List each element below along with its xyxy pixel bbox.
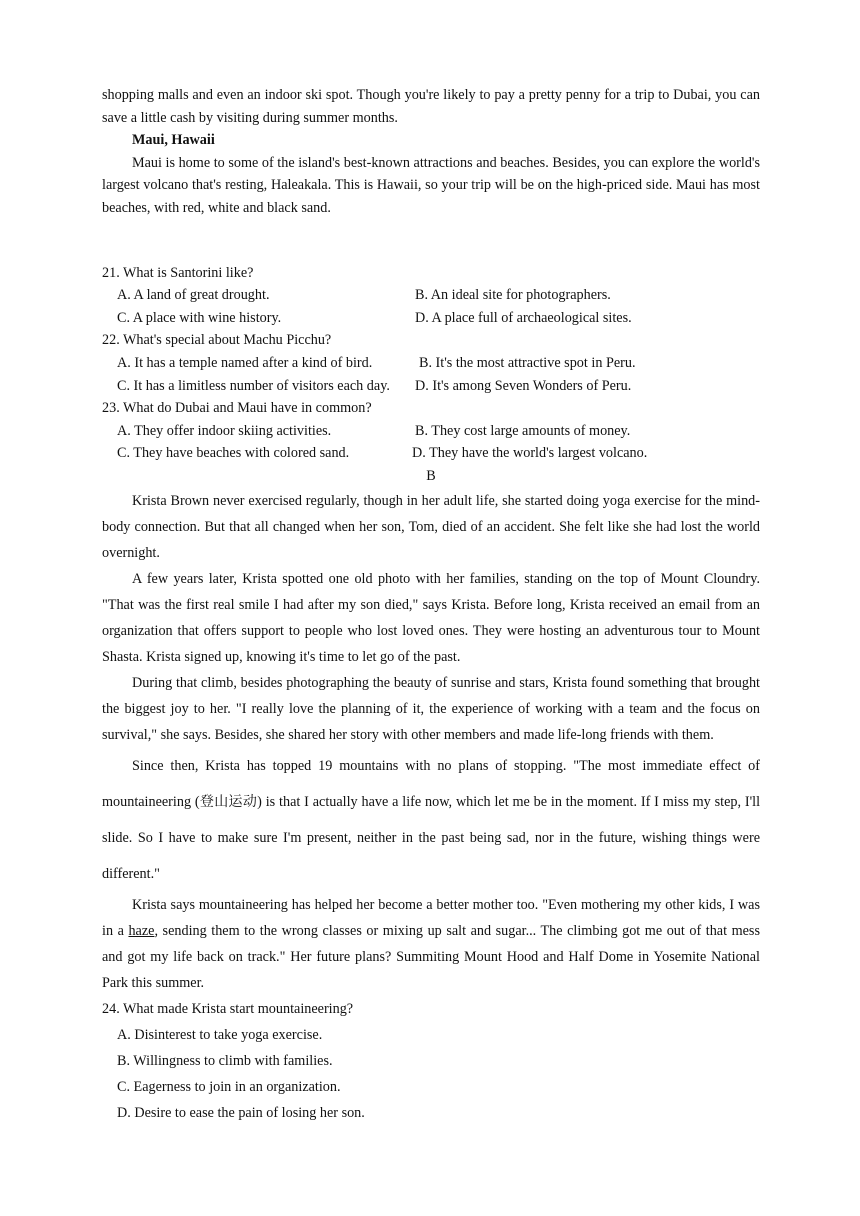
option-row [102, 307, 760, 330]
dubai-paragraph-continuation: shopping malls and even an indoor ski spot. Though you're likely to pay a pretty penny for a trip to Dubai, you can save a little cash by visiting during summer months. [102, 87, 760, 126]
option-c: C. Eagerness to join in an organization. [117, 1078, 341, 1095]
option-b: B. Willingness to climb with families. [117, 1052, 333, 1069]
paragraph-text: ) is that I actually have a life now, which let me be in the moment. If I miss my step, I'll slide. So I have to make sure I'm present, neither in the past being sad, nor in the future, wishing things were different." [102, 793, 761, 882]
document-page [102, 84, 760, 1126]
paragraph-text: Krista says mountaineering has helped her become a better mother too. "Even mothering my other kids, I was in a [102, 896, 760, 939]
option-a: A. Disinterest to take yoga exercise. [117, 1026, 323, 1043]
passage-b-paragraph-3: During that climb, besides photographing the beauty of sunrise and stars, Krista found something that brought the biggest joy to her. "I really love the planning of it, the experience of working with a team and the focus on survival," she says. Besides, she shared her story with other members and made life-long friends with them. [102, 674, 760, 743]
option-d: D. Desire to ease the pain of losing her son. [117, 1104, 365, 1121]
passage-b-paragraph-2: A few years later, Krista spotted one old photo with her families, standing on the top of Mount Cloundry. "That was the first real smile I had after my son died," says Krista. Before long, Krista received an email from an organization that offers support to people who lost loved ones. They were hosting an adventurous tour to Mount Shasta. Krista signed up, knowing it's time to let go of the past. [102, 570, 760, 665]
question-stem: 21. What is Santorini like? [102, 264, 254, 281]
question-22 [102, 329, 760, 397]
question-stem: 22. What's special about Machu Picchu? [102, 332, 332, 349]
underlined-word: haze [128, 922, 155, 939]
question-24 [102, 996, 760, 1126]
option-row [102, 375, 760, 398]
question-23 [102, 397, 760, 465]
option-row [102, 352, 760, 375]
paragraph-text: , sending them to the wrong classes or mixing up salt and sugar... The climbing got me out of that mess and got my life back on track." Her future plans? Summiting Mount Hood and Half Dome in Yosemite National Park this summer. [102, 922, 760, 991]
option-row [102, 284, 760, 307]
option-row [102, 442, 760, 465]
passage-b-paragraph-1: Krista Brown never exercised regularly, though in her adult life, she started doing yoga exercise for the mind-body connection. But that all changed when her son, Tom, died of an accident. She felt like she had lost the world overnight. [102, 492, 760, 561]
option-b: B. They cost large amounts of money. [415, 422, 631, 439]
chinese-gloss: 登山运动 [199, 793, 258, 810]
option-a: A. They offer indoor skiing activities. [117, 422, 332, 439]
option-c: C. They have beaches with colored sand. [117, 445, 350, 462]
option-d: D. A place full of archaeological sites. [415, 309, 632, 326]
option-b: B. An ideal site for photographers. [415, 287, 611, 304]
option-d: D. It's among Seven Wonders of Peru. [415, 377, 632, 394]
option-c: C. It has a limitless number of visitors each day. [117, 377, 390, 394]
spacer [102, 220, 760, 262]
maui-paragraph: Maui is home to some of the island's best-known attractions and beaches. Besides, you can explore the world's largest volcano that's resting, Haleakala. This is Hawaii, so your trip will be on the high-priced side. Maui has most beaches, with red, white and black sand. [102, 154, 760, 216]
question-21 [102, 262, 760, 330]
option-b: B. It's the most attractive spot in Peru. [419, 354, 636, 371]
maui-heading: Maui, Hawaii [132, 132, 215, 149]
option-a: A. A land of great drought. [117, 287, 270, 304]
option-d: D. They have the world's largest volcano. [412, 445, 648, 462]
question-stem: 24. What made Krista start mountaineering? [102, 1000, 354, 1017]
option-a: A. It has a temple named after a kind of bird. [117, 354, 373, 371]
section-b-label: B [426, 467, 436, 484]
option-row [102, 420, 760, 443]
option-c: C. A place with wine history. [117, 309, 282, 326]
question-stem: 23. What do Dubai and Maui have in common? [102, 400, 372, 417]
passage-b-paragraph-4 [102, 748, 760, 892]
passage-b-paragraph-5 [102, 892, 760, 996]
paragraph-text: Since then, Krista has topped 19 mountains with no plans of stopping. "The most immediate effect of mountaineering ( [102, 757, 760, 810]
